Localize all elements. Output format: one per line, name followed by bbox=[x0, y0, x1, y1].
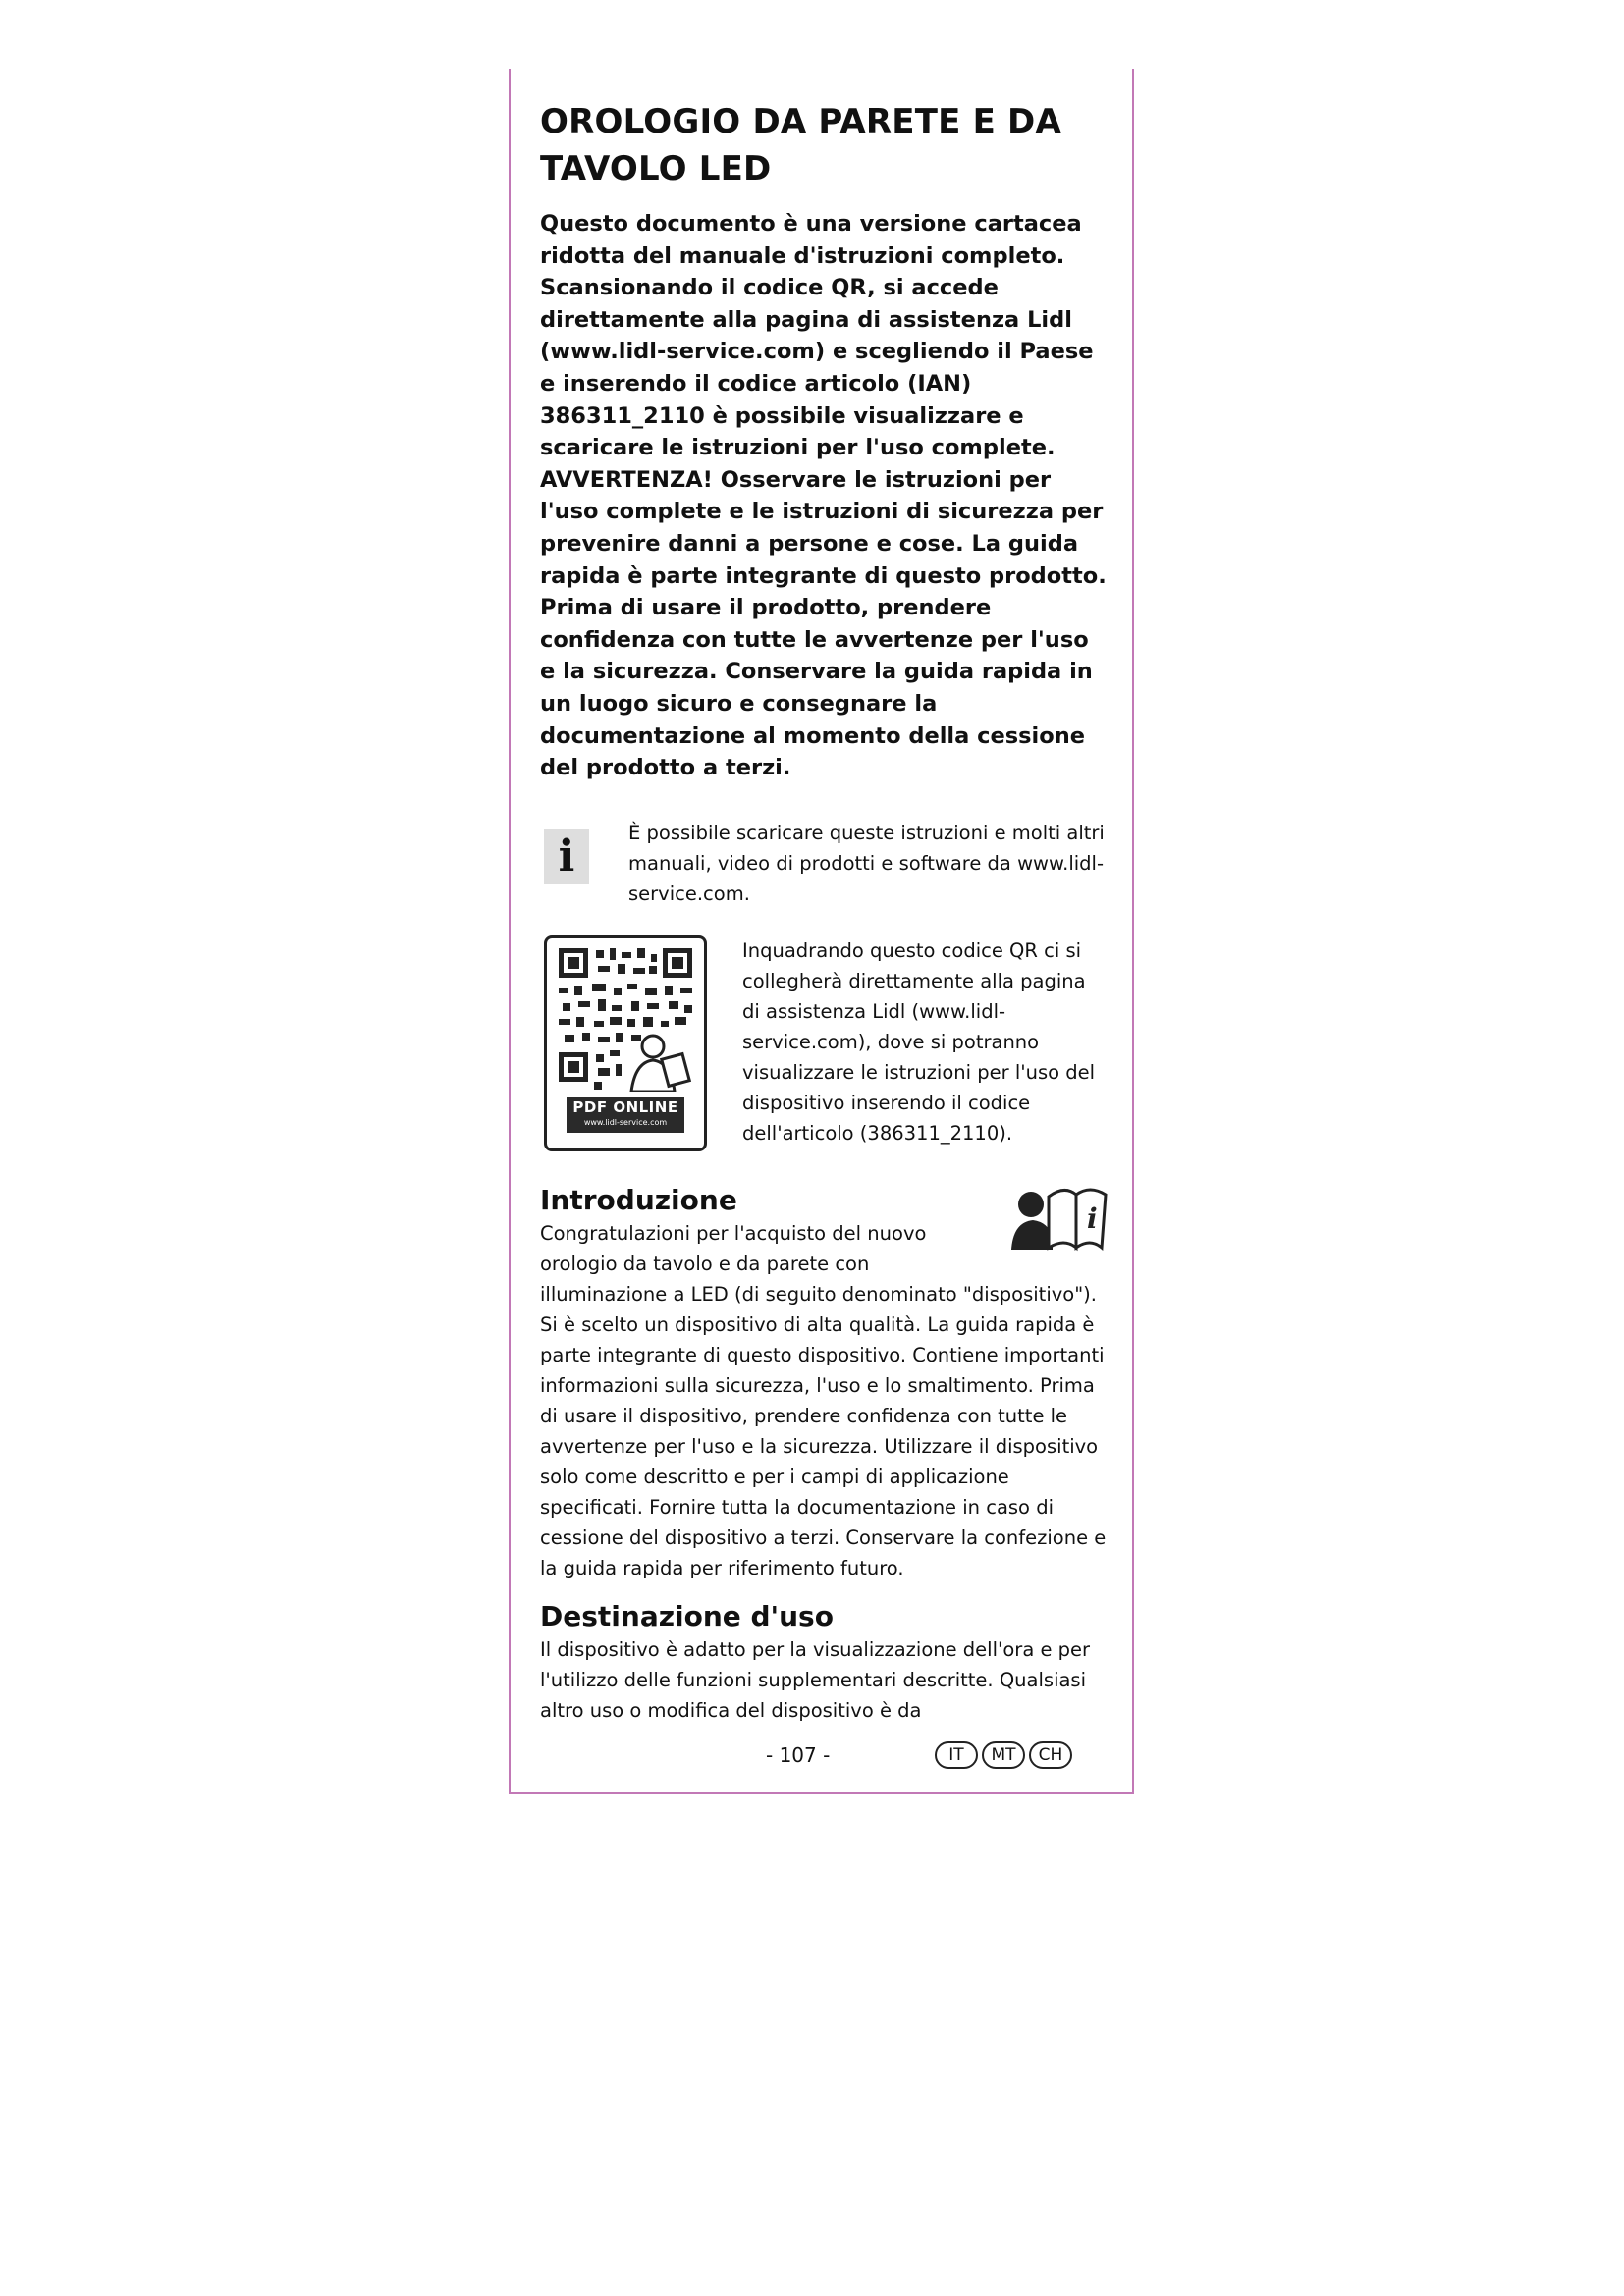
section-heading-introduction: Introduzione bbox=[540, 1183, 737, 1216]
pdf-online-url: www.lidl-service.com bbox=[583, 1117, 668, 1127]
page-content bbox=[540, 98, 1108, 1726]
country-badge: IT bbox=[935, 1741, 978, 1769]
qr-code-card[interactable] bbox=[544, 935, 707, 1151]
section-intended-use bbox=[540, 1599, 1108, 1726]
section-introduction bbox=[540, 1183, 1108, 1583]
qr-description: Inquadrando questo codice QR ci si collegherà direttamente alla pagina di assistenza Lidl (www.lidl-service.com), dove si potranno visualizzare le istruzioni per l'uso del dispositivo inserendo il codice dell'articolo (386311_2110). bbox=[742, 938, 1096, 1145]
pdf-online-badge bbox=[567, 1097, 684, 1133]
info-note bbox=[540, 818, 1108, 912]
info-note-text: È possibile scaricare queste istruzioni e molti altri manuali, video di prodotti e software da www.lidl-service.com. bbox=[628, 821, 1105, 905]
qr-block bbox=[540, 935, 1108, 1161]
country-badge: MT bbox=[982, 1741, 1025, 1769]
info-icon: i bbox=[544, 829, 589, 884]
page-footer bbox=[511, 1737, 1136, 1777]
page-title: OROLOGIO DA PARETE E DA TAVOLO LED bbox=[540, 102, 1061, 188]
intro-warning-text: Questo documento è una versione cartacea ridotta del manuale d'istruzioni completo. Scansionando il codice QR, si accede direttamente alla pagina di assistenza Lidl (www.lidl-service.com) e scegliendo il Paese e inserendo il codice articolo (IAN) 386311_2110 è possibile visualizzare e scaricare le istruzioni per l'uso complete. AVVERTENZA! Osservare le istruzioni per l'uso complete e le istruzioni di sicurezza per prevenire danni a persone e cose. La guida rapida è parte integrante di questo prodotto. Prima di usare il prodotto, prendere confidenza con tutte le avvertenze per l'uso e la sicurezza. Conservare la guida rapida in un luogo sicuro e consegnare la documentazione al momento della cessione del prodotto a terzi. bbox=[540, 211, 1107, 781]
section-heading-intended-use: Destinazione d'uso bbox=[540, 1599, 834, 1632]
reader-with-manual-icon bbox=[1009, 1179, 1108, 1254]
intended-use-text: Il dispositivo è adatto per la visualizzazione dell'ora e per l'utilizzo delle funzioni supplementari descritte. Qualsiasi altro uso o modifica del dispositivo è da bbox=[540, 1637, 1091, 1722]
page-number: - 107 - bbox=[766, 1743, 831, 1767]
country-badge: CH bbox=[1029, 1741, 1072, 1769]
pdf-online-label: PDF ONLINE bbox=[572, 1097, 678, 1116]
introduction-text: Congratulazioni per l'acquisto del nuovo orologio da tavolo e da parete con illuminazione a LED (di seguito denominato "dispositivo"). Si è scelto un dispositivo di alta qualità. La guida rapida è parte integrante di questo dispositivo. Contiene importanti informazioni sulla sicurezza, l'uso e lo smaltimento. Prima di usare il dispositivo, prendere confidenza con tutte le avvertenze per l'uso e la sicurezza. Utilizzare il dispositivo solo come descritto e per i campi di applicazione specificati. Fornire tutta la documentazione in caso di cessione del dispositivo a terzi. Conservare la confezione e la guida rapida per riferimento futuro. bbox=[540, 1221, 1107, 1579]
country-badges bbox=[935, 1741, 1076, 1769]
manual-page bbox=[509, 69, 1134, 1794]
qr-code-icon bbox=[559, 948, 692, 1092]
svg-text:i: i bbox=[1087, 1201, 1098, 1235]
